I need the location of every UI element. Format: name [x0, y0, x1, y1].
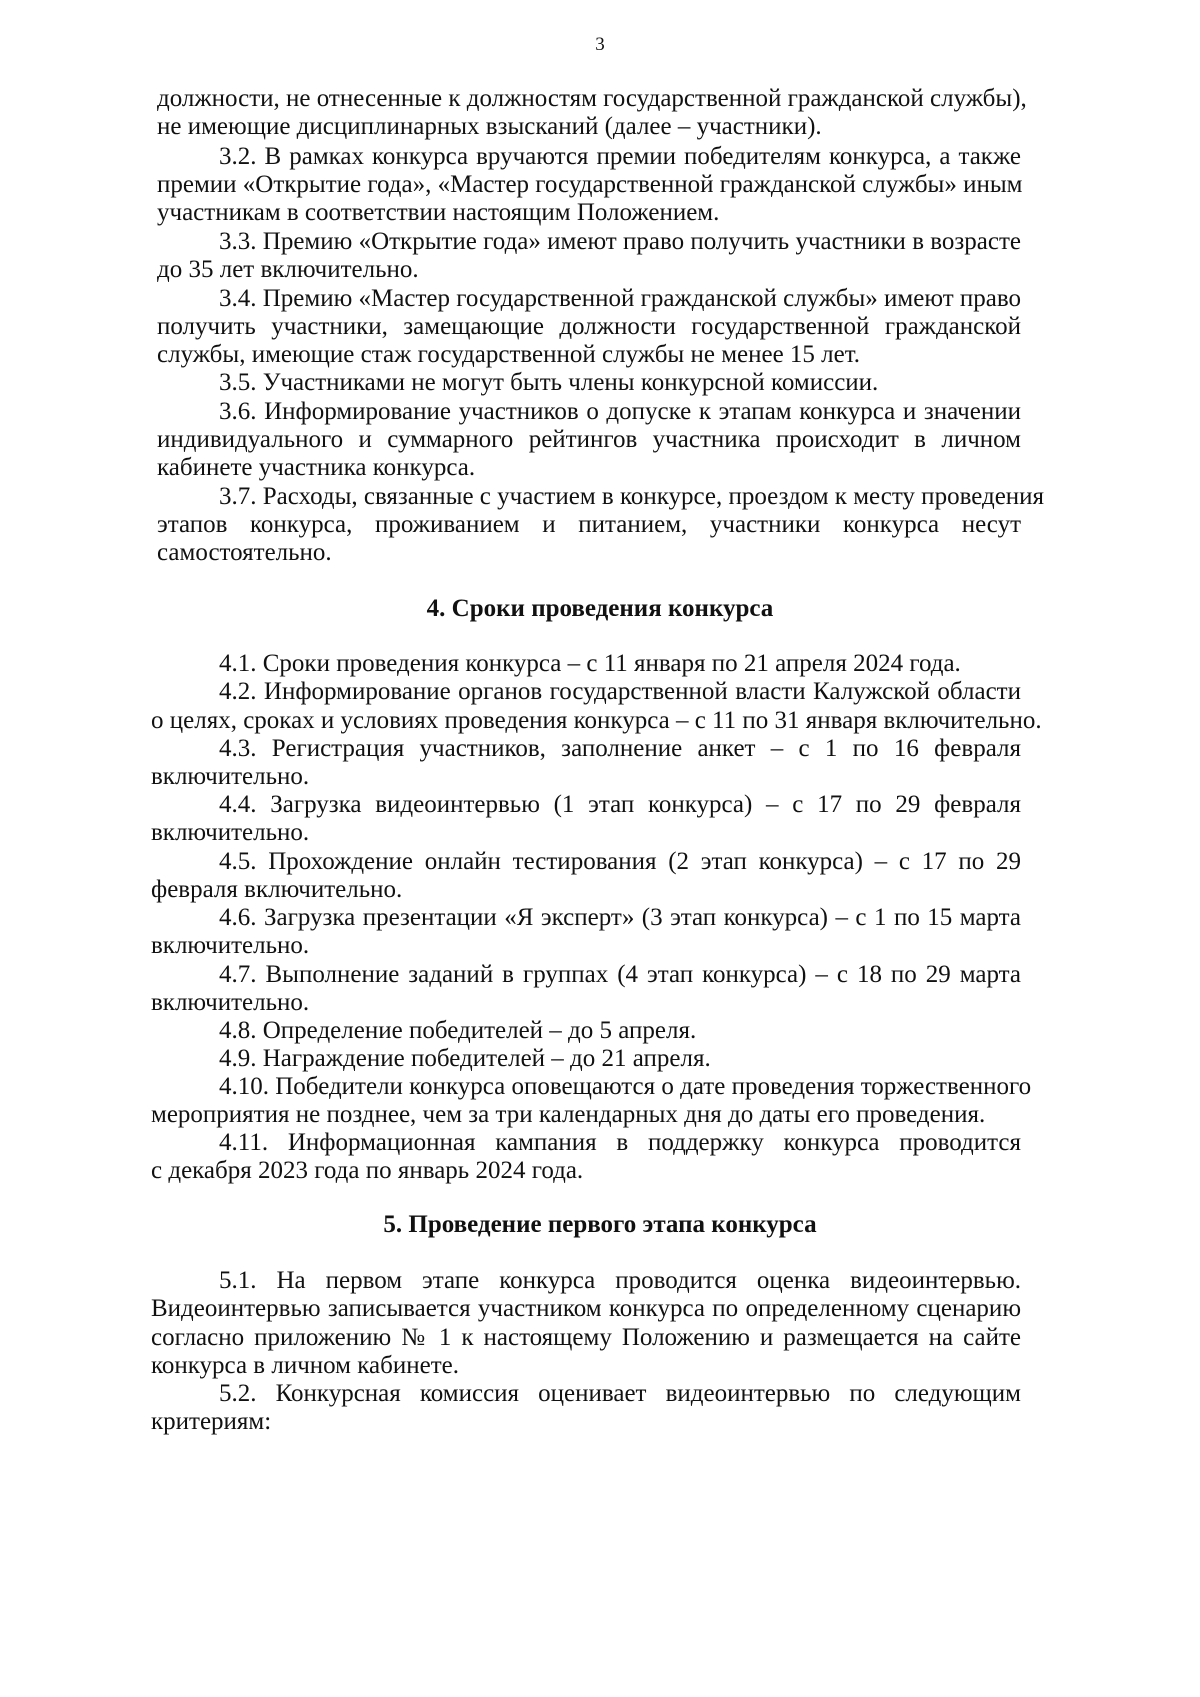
- paragraph-start: 4.11. Информационная кампания в поддержку конкурса проводится: [219, 1129, 1021, 1156]
- section-heading: 5. Проведение первого этапа конкурса: [383, 1211, 817, 1238]
- text-line: получить участники, замещающие должности государственной гражданской: [157, 313, 1021, 340]
- text-line: до 35 лет включительно.: [157, 256, 419, 283]
- paragraph-start: 4.3. Регистрация участников, заполнение анкет – с 1 по 16 февраля: [219, 735, 1021, 762]
- paragraph-start: 4.5. Прохождение онлайн тестирования (2 этап конкурса) – с 17 по 29: [219, 848, 1021, 875]
- text-line: премии «Открытие года», «Мастер государственной гражданской службы» иным: [157, 171, 1023, 198]
- paragraph-start: 3.6. Информирование участников о допуске к этапам конкурса и значении: [219, 398, 1021, 425]
- text-line: конкурса в личном кабинете.: [151, 1352, 459, 1379]
- paragraph-start: 4.8. Определение победителей – до 5 апреля.: [219, 1017, 697, 1044]
- paragraph-start: 4.4. Загрузка видеоинтервью (1 этап конкурса) – с 17 по 29 февраля: [219, 791, 1021, 818]
- text-line: не имеющие дисциплинарных взысканий (далее – участники).: [157, 113, 822, 140]
- paragraph-start: 4.7. Выполнение заданий в группах (4 этап конкурса) – с 18 по 29 марта: [219, 961, 1021, 988]
- text-line: включительно.: [151, 819, 310, 846]
- text-line: участникам в соответствии настоящим Положением.: [157, 199, 720, 226]
- paragraph-start: 3.2. В рамках конкурса вручаются премии победителям конкурса, а также: [219, 143, 1021, 170]
- section-heading: 4. Сроки проведения конкурса: [426, 595, 774, 622]
- paragraph-start: 5.1. На первом этапе конкурса проводится оценка видеоинтервью.: [219, 1267, 1021, 1294]
- text-line: с декабря 2023 года по январь 2024 года.: [151, 1157, 584, 1184]
- text-line: критериям:: [151, 1408, 272, 1435]
- text-line: этапов конкурса, проживанием и питанием, участники конкурса несут: [157, 511, 1021, 538]
- text-line: Видеоинтервью записывается участником конкурса по определенному сценарию: [151, 1295, 1021, 1322]
- text-line: самостоятельно.: [157, 539, 332, 566]
- text-line: включительно.: [151, 989, 310, 1016]
- paragraph-start: 4.9. Награждение победителей – до 21 апреля.: [219, 1045, 711, 1072]
- text-line: индивидуального и суммарного рейтингов участника происходит в личном: [157, 426, 1021, 453]
- text-line: включительно.: [151, 932, 310, 959]
- paragraph-start: 3.3. Премию «Открытие года» имеют право получить участники в возрасте: [219, 228, 1021, 255]
- text-line: о целях, сроках и условиях проведения конкурса – с 11 по 31 января включительно.: [151, 707, 1042, 734]
- page-number: 3: [595, 34, 605, 55]
- text-line: февраля включительно.: [151, 876, 403, 903]
- paragraph-start: 4.6. Загрузка презентации «Я эксперт» (3 этап конкурса) – с 1 по 15 марта: [219, 904, 1021, 931]
- text-line: службы, имеющие стаж государственной службы не менее 15 лет.: [157, 341, 861, 368]
- paragraph-start: 3.7. Расходы, связанные с участием в конкурсе, проездом к месту проведения: [219, 483, 1045, 510]
- paragraph-start: 4.1. Сроки проведения конкурса – с 11 января по 21 апреля 2024 года.: [219, 650, 961, 677]
- paragraph-start: 5.2. Конкурсная комиссия оценивает видеоинтервью по следующим: [219, 1380, 1021, 1407]
- paragraph-start: 4.10. Победители конкурса оповещаются о дате проведения торжественного: [219, 1073, 1032, 1100]
- paragraph-start: 3.4. Премию «Мастер государственной гражданской службы» имеют право: [219, 285, 1021, 312]
- text-line: согласно приложению № 1 к настоящему Положению и размещается на сайте: [151, 1324, 1021, 1351]
- paragraph-start: 4.2. Информирование органов государственной власти Калужской области: [219, 678, 1021, 705]
- text-line: мероприятия не позднее, чем за три календарных дня до даты его проведения.: [151, 1101, 986, 1128]
- text-line: включительно.: [151, 763, 310, 790]
- text-line: кабинете участника конкурса.: [157, 454, 476, 481]
- text-line: должности, не отнесенные к должностям государственной гражданской службы),: [157, 85, 1027, 112]
- paragraph-start: 3.5. Участниками не могут быть члены конкурсной комиссии.: [219, 369, 879, 396]
